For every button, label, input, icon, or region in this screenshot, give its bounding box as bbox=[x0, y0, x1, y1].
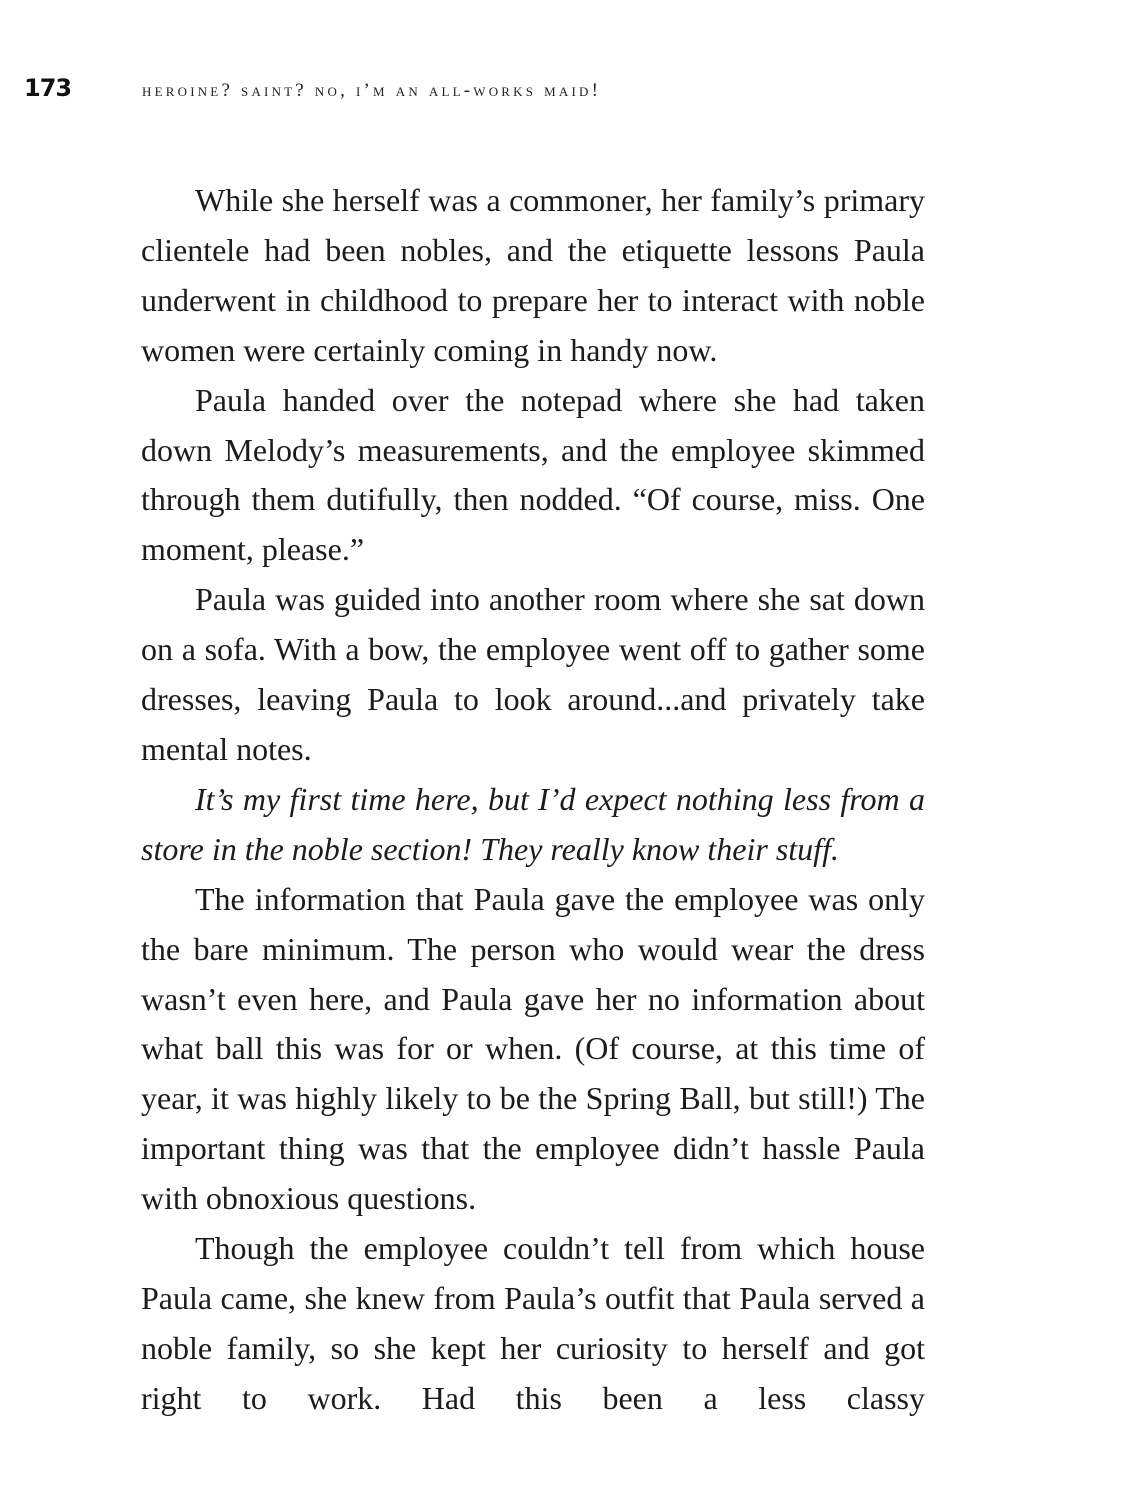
paragraph: The information that Paula gave the employee was only the bare minimum. The person who would wear the dress wasn’t even here, and Paula gave her no information about what ball this was for or when. (Of course, at this time of year, it was highly likely to be the Spring Ball, but still!) The important thing was that the employee didn’t hassle Paula with obnoxious questions. bbox=[141, 880, 925, 1217]
book-title: heroine? saint? no, i’m an all-works maid! bbox=[142, 80, 602, 101]
paragraph: While she herself was a commoner, her family’s primary clientele had been nobles, and the etiquette lessons Paula underwent in childhood to prepare her to interact with noble women were certainly coming in handy now. bbox=[141, 182, 925, 368]
paragraph: Paula handed over the notepad where she had taken down Melody’s measurements, and the employee skimmed through them dutifully, then nodded. “Of course, miss. One moment, please.” bbox=[141, 381, 925, 568]
italic-thought-paragraph: It’s my first time here, but I’d expect nothing less from a store in the noble section! They really know their stuff. bbox=[141, 780, 925, 867]
paragraph: Though the employee couldn’t tell from which house Paula came, she knew from Paula’s outfit that Paula served a noble family, so she kept her curiosity to herself and got right to work. Had this been a less classy bbox=[141, 1230, 925, 1416]
paragraph: Paula was guided into another room where she sat down on a sofa. With a bow, the employee went off to gather some dresses, leaving Paula to look around...and privately take mental notes. bbox=[141, 581, 925, 767]
running-head bbox=[24, 74, 1084, 114]
page-number: 173 bbox=[24, 74, 72, 102]
body-text bbox=[141, 176, 925, 1424]
